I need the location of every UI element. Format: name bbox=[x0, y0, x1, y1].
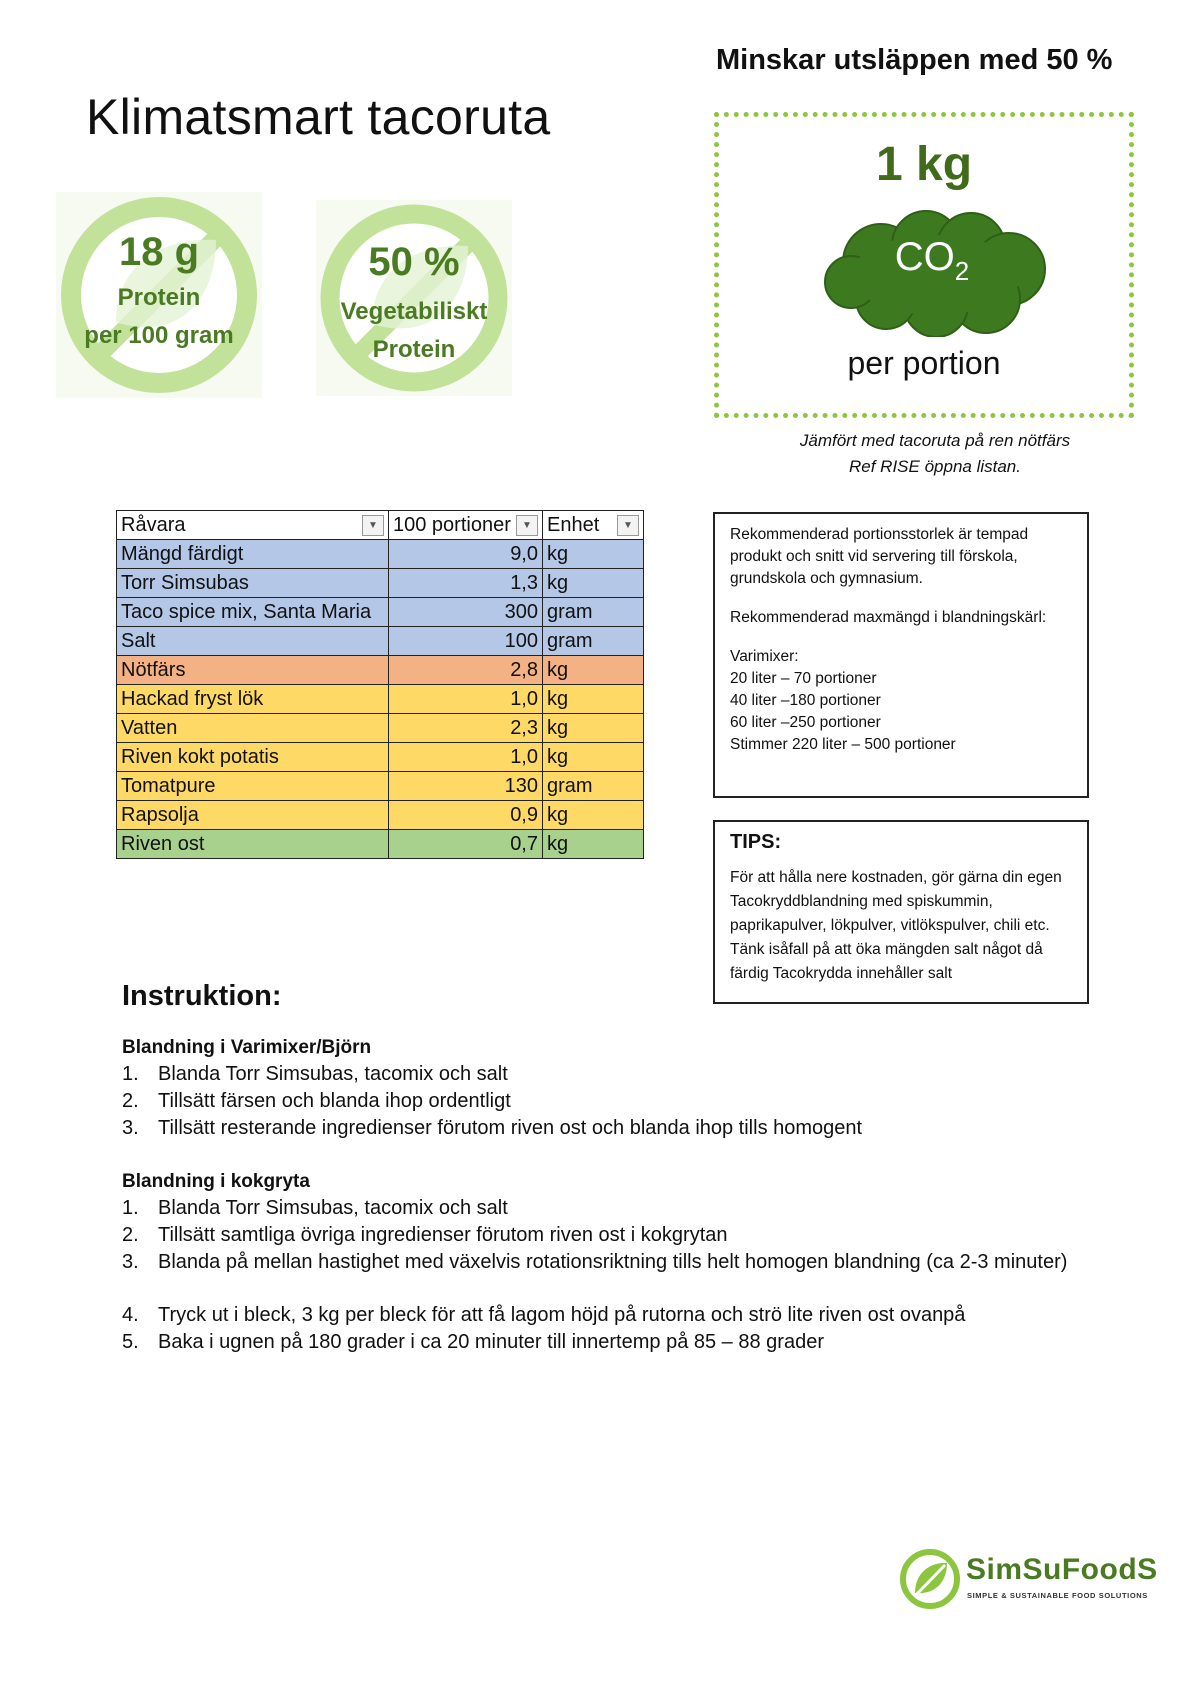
protein-value: 18 g bbox=[118, 230, 200, 274]
section-heading: Blandning i kokgryta bbox=[122, 1171, 310, 1192]
list-item: 20 liter – 70 portioner bbox=[730, 670, 877, 687]
list-item: 4. Tryck ut i bleck, 3 kg per bleck för att få lagom höjd på rutorna och strö lite riven ost ovanpå bbox=[122, 1304, 966, 1326]
vegetable-line2: Protein bbox=[372, 336, 456, 363]
filter-dropdown-icon[interactable]: ▼ bbox=[617, 515, 639, 536]
cell-name: Nötfärs bbox=[117, 656, 389, 685]
cell-amount: 0,7 bbox=[389, 830, 543, 859]
info-paragraph: Rekommenderad maxmängd i blandningskärl: bbox=[730, 609, 1047, 626]
cell-unit: gram bbox=[543, 627, 644, 656]
filter-dropdown-icon[interactable]: ▼ bbox=[362, 515, 384, 536]
list-item: 3. Blanda på mellan hastighet med växelvis rotationsriktning tills helt homogen blandning (ca 2-3 minuter) bbox=[122, 1251, 1068, 1273]
list-item: 2. Tillsätt färsen och blanda ihop ordentligt bbox=[122, 1090, 511, 1112]
cell-unit: kg bbox=[543, 830, 644, 859]
list-item: 1. Blanda Torr Simsubas, tacomix och salt bbox=[122, 1197, 508, 1219]
cell-unit: kg bbox=[543, 540, 644, 569]
cell-amount: 100 bbox=[389, 627, 543, 656]
cell-name: Tomatpure bbox=[117, 772, 389, 801]
cell-unit: kg bbox=[543, 569, 644, 598]
vegetable-value: 50 % bbox=[368, 240, 460, 284]
logo-leaf-icon bbox=[898, 1547, 962, 1611]
filter-dropdown-icon[interactable]: ▼ bbox=[516, 515, 538, 536]
protein-line2: per 100 gram bbox=[84, 322, 234, 349]
instruction-section-varimixer bbox=[122, 1034, 1122, 1142]
cell-amount: 130 bbox=[389, 772, 543, 801]
cell-name: Salt bbox=[117, 627, 389, 656]
cell-name: Riven kokt potatis bbox=[117, 743, 389, 772]
cell-unit: gram bbox=[543, 772, 644, 801]
list-item: 2. Tillsätt samtliga övriga ingredienser förutom riven ost i kokgrytan bbox=[122, 1224, 728, 1246]
comparison-line1: Jämfört med tacoruta på ren nötfärs bbox=[799, 431, 1071, 450]
cell-amount: 9,0 bbox=[389, 540, 543, 569]
list-item: 40 liter –180 portioner bbox=[730, 692, 881, 709]
cell-amount: 0,9 bbox=[389, 801, 543, 830]
comparison-note bbox=[770, 428, 1100, 480]
page-title: Klimatsmart tacoruta bbox=[86, 89, 551, 145]
cell-unit: kg bbox=[543, 801, 644, 830]
info-paragraph: Rekommenderad portionsstorlek är tempad produkt och snitt vid servering till förskola, grundskola och gymnasium. bbox=[730, 526, 1029, 587]
table-row bbox=[117, 598, 644, 627]
cell-name: Riven ost bbox=[117, 830, 389, 859]
cell-amount: 300 bbox=[389, 598, 543, 627]
protein-line1: Protein bbox=[117, 284, 201, 311]
header-unit: Enhet ▼ bbox=[543, 511, 644, 540]
tips-text: För att hålla nere kostnaden, gör gärna din egen Tacokryddblandning med spiskummin, paprikapulver, lökpulver, vitlökspulver, chili etc. Tänk isåfall på att öka mängden salt något då färdig Tacokrydda innehåller salt bbox=[730, 869, 1062, 982]
capacity-list-title: Varimixer: bbox=[730, 648, 799, 665]
protein-badge bbox=[56, 192, 262, 398]
cell-amount: 1,0 bbox=[389, 685, 543, 714]
table-row bbox=[117, 772, 644, 801]
table-row bbox=[117, 830, 644, 859]
list-item: 60 liter –250 portioner bbox=[730, 714, 881, 731]
cell-unit: kg bbox=[543, 656, 644, 685]
vegetable-line1: Vegetabiliskt bbox=[340, 298, 488, 325]
table-row bbox=[117, 540, 644, 569]
portion-info-box bbox=[713, 512, 1089, 798]
co2-label: $CO_2$ bbox=[894, 235, 970, 286]
cell-unit: kg bbox=[543, 743, 644, 772]
table-row bbox=[117, 656, 644, 685]
table-row bbox=[117, 743, 644, 772]
tips-title: TIPS: bbox=[730, 831, 782, 853]
vegetable-protein-badge bbox=[316, 200, 512, 396]
capacity-list bbox=[730, 646, 1072, 756]
section-heading: Blandning i Varimixer/Björn bbox=[122, 1037, 372, 1058]
comparison-line2: Ref RISE öppna listan. bbox=[849, 457, 1021, 476]
list-item: 1. Blanda Torr Simsubas, tacomix och salt bbox=[122, 1063, 508, 1085]
cell-amount: 1,0 bbox=[389, 743, 543, 772]
table-row bbox=[117, 801, 644, 830]
cell-unit: gram bbox=[543, 598, 644, 627]
simsufoods-logo bbox=[898, 1545, 1158, 1615]
instruction-section-kokgryta bbox=[122, 1168, 1122, 1276]
cell-name: Vatten bbox=[117, 714, 389, 743]
list-item: Stimmer 220 liter – 500 portioner bbox=[730, 736, 956, 753]
emission-headline: Minskar utsläppen med 50 % bbox=[716, 44, 1113, 76]
table-row bbox=[117, 569, 644, 598]
co2-box bbox=[714, 112, 1134, 418]
list-item: 5. Baka i ugnen på 180 grader i ca 20 minuter till innertemp på 85 – 88 grader bbox=[122, 1331, 824, 1353]
table-row bbox=[117, 627, 644, 656]
cell-unit: kg bbox=[543, 714, 644, 743]
table-header-row bbox=[117, 511, 644, 540]
cell-unit: kg bbox=[543, 685, 644, 714]
table-row bbox=[117, 685, 644, 714]
cell-name: Hackad fryst lök bbox=[117, 685, 389, 714]
co2-amount: 1 kg bbox=[875, 138, 973, 191]
cell-amount: 1,3 bbox=[389, 569, 543, 598]
header-ravara: Råvara ▼ bbox=[117, 511, 389, 540]
cell-amount: 2,3 bbox=[389, 714, 543, 743]
cell-name: Torr Simsubas bbox=[117, 569, 389, 598]
instruction-section-baking bbox=[122, 1302, 1122, 1356]
table-row bbox=[117, 714, 644, 743]
list-item: 3. Tillsätt resterande ingredienser förutom riven ost och blanda ihop tills homogent bbox=[122, 1117, 863, 1139]
ingredient-table bbox=[116, 510, 644, 859]
co2-per-portion: per portion bbox=[847, 345, 1001, 381]
logo-tagline: SIMPLE & SUSTAINABLE FOOD SOLUTIONS bbox=[967, 1591, 1148, 1600]
instructions-title: Instruktion: bbox=[122, 980, 282, 1012]
cell-amount: 2,8 bbox=[389, 656, 543, 685]
cell-name: Mängd färdigt bbox=[117, 540, 389, 569]
cell-name: Rapsolja bbox=[117, 801, 389, 830]
header-portions: 100 portioner ▼ bbox=[389, 511, 543, 540]
cell-name: Taco spice mix, Santa Maria bbox=[117, 598, 389, 627]
tips-box bbox=[713, 820, 1089, 1004]
logo-name: SimSuFoodS bbox=[966, 1553, 1158, 1586]
